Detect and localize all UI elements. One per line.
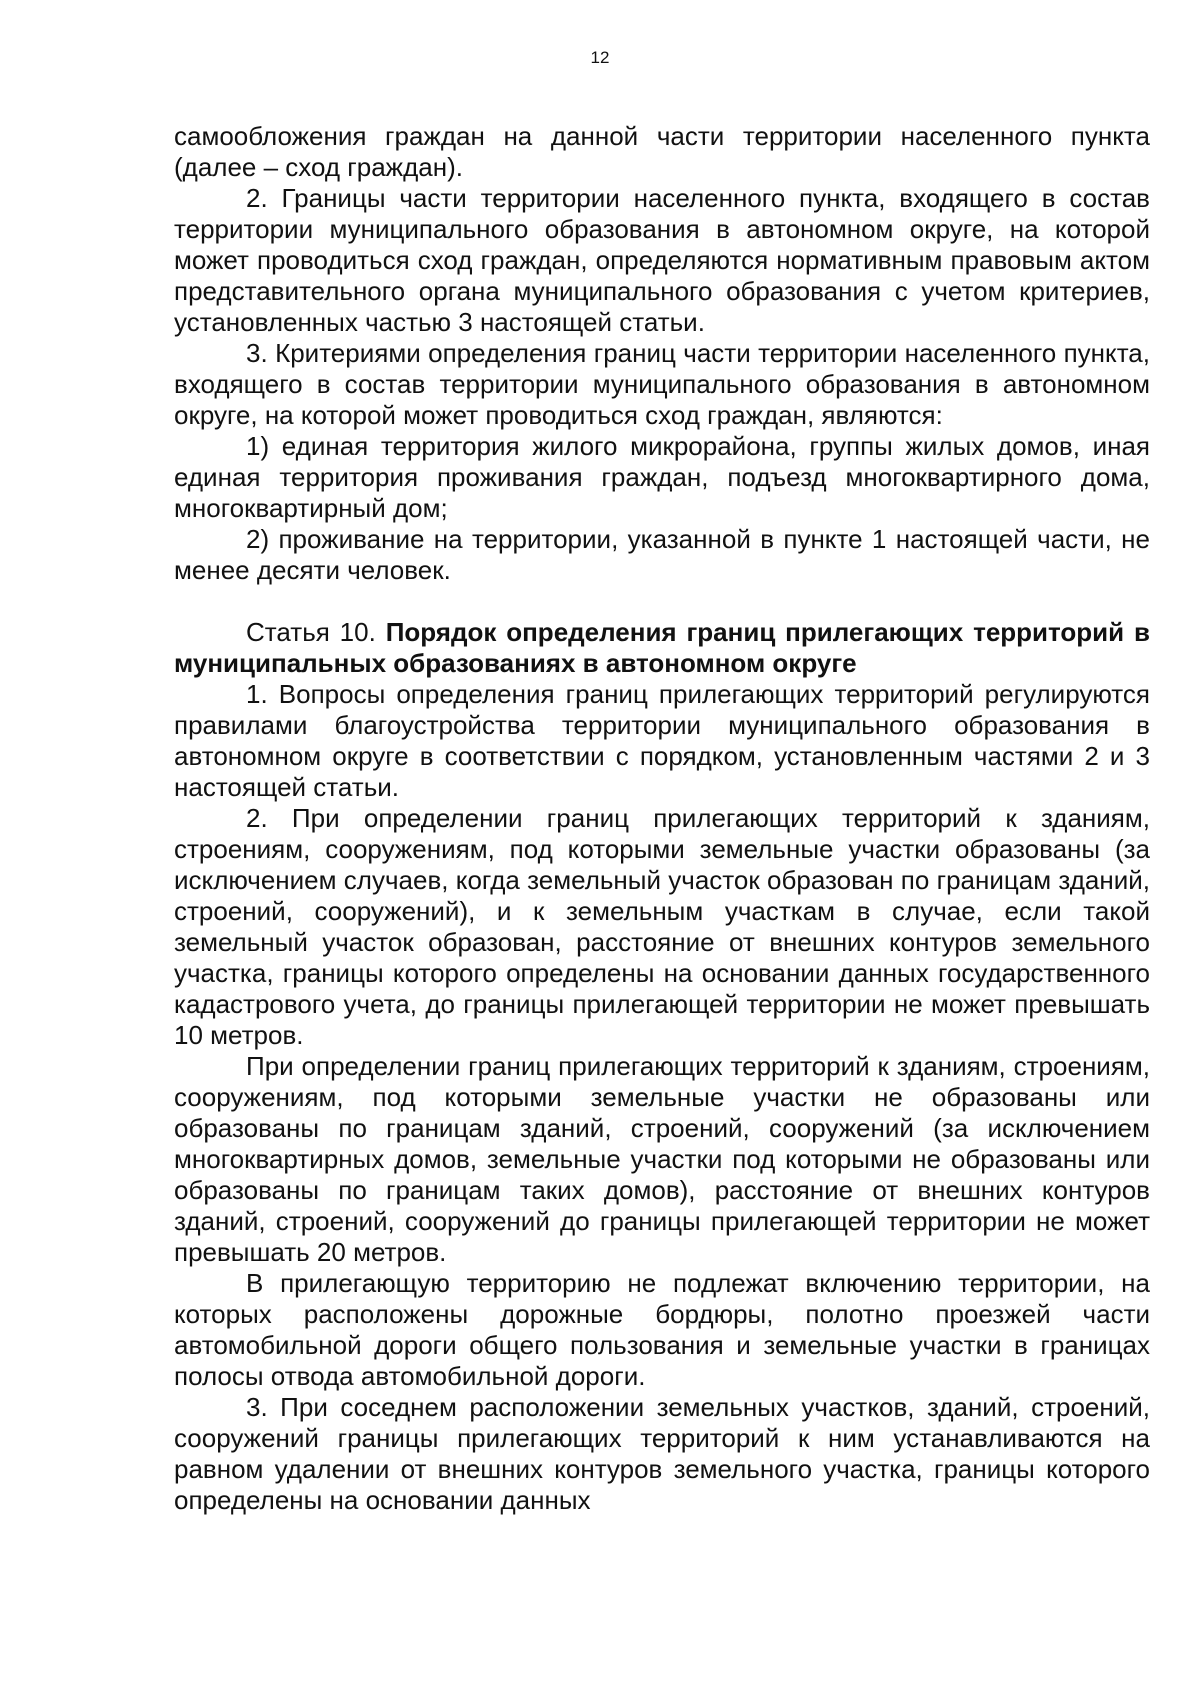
- section-gap: [174, 586, 1150, 617]
- page-number: 12: [590, 48, 610, 67]
- article-title: Порядок определения границ прилегающих территорий в муниципальных образованиях в автономном округе: [174, 617, 1150, 678]
- paragraph: 3. Критериями определения границ части территории населенного пункта, входящего в состав территории муниципального образования в автономном округе, на которой может проводиться сход граждан, являются:: [174, 338, 1150, 430]
- paragraph: 2. При определении границ прилегающих территорий к зданиям, строениям, сооружениям, под которыми земельные участки образованы (за исключением случаев, когда земельный участок образован по границам зданий, строений, сооружений), и к земельным участкам в случае, если такой земельный участок образован, расстояние от внешних контуров земельного участка, границы которого определены на основании данных государственного кадастрового учета, до границы прилегающей территории не может превышать 10 метров.: [174, 803, 1150, 1050]
- list-item: 2) проживание на территории, указанной в пункте 1 настоящей части, не менее десяти человек.: [174, 524, 1150, 585]
- paragraph: В прилегающую территорию не подлежат включению территории, на которых расположены дорожные бордюры, полотно проезжей части автомобильной дороги общего пользования и земельные участки в границах полосы отвода автомобильной дороги.: [174, 1268, 1150, 1391]
- paragraph: 3. При соседнем расположении земельных участков, зданий, строений, сооружений границы прилегающих территорий к ним устанавливаются на равном удалении от внешних контуров земельного участка, границы которого определены на основании данных: [174, 1392, 1150, 1515]
- paragraph: При определении границ прилегающих территорий к зданиям, строениям, сооружениям, под которыми земельные участки не образованы или образованы по границам зданий, строений, сооружений (за исключением многоквартирных домов, земельные участки под которыми не образованы или образованы по границам таких домов), расстояние от внешних контуров зданий, строений, сооружений до границы прилегающей территории не может превышать 20 метров.: [174, 1051, 1150, 1267]
- article-label: Статья 10.: [246, 617, 376, 647]
- list-item: 1) единая территория жилого микрорайона, группы жилых домов, иная единая территория проживания граждан, подъезд многоквартирного дома, многоквартирный дом;: [174, 431, 1150, 523]
- article-heading: [174, 617, 1150, 679]
- document-body: [174, 121, 1150, 1516]
- paragraph: 2. Границы части территории населенного пункта, входящего в состав территории муниципального образования в автономном округе, на которой может проводиться сход граждан, определяются нормативным правовым актом представительного органа муниципального образования с учетом критериев, установленных частью 3 настоящей статьи.: [174, 183, 1150, 337]
- paragraph: самообложения граждан на данной части территории населенного пункта (далее – сход граждан).: [174, 121, 1150, 182]
- paragraph: 1. Вопросы определения границ прилегающих территорий регулируются правилами благоустройства территории муниципального образования в автономном округе в соответствии с порядком, установленным частями 2 и 3 настоящей статьи.: [174, 679, 1150, 802]
